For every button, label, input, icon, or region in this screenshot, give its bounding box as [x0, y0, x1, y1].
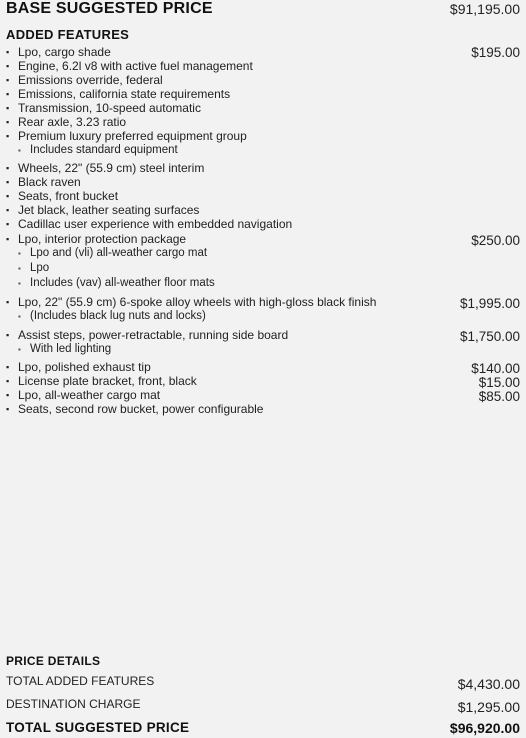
- feature-row: [6, 203, 520, 217]
- feature-label: Seats, second row bucket, power configurable: [18, 402, 264, 416]
- feature-label: Lpo, polished exhaust tip: [18, 360, 151, 374]
- bullet-icon: ▪: [6, 297, 10, 307]
- price-details-title: PRICE DETAILS: [6, 654, 101, 668]
- feature-row: [6, 328, 520, 342]
- feature-label: License plate bracket, front, black: [18, 374, 197, 388]
- bullet-icon: ▪: [6, 205, 10, 215]
- feature-row: [6, 59, 520, 73]
- bullet-icon: ▪: [6, 191, 10, 201]
- sub-bullet-icon: ▪: [18, 264, 21, 273]
- feature-sub-item: [6, 261, 520, 276]
- sub-bullet-icon: ▪: [18, 345, 21, 354]
- feature-label: Jet black, leather seating surfaces: [18, 203, 200, 217]
- feature-row: [6, 101, 520, 115]
- feature-label: Engine, 6.2l v8 with active fuel management: [18, 59, 253, 73]
- feature-sub-item: [6, 246, 520, 261]
- feature-label: Emissions, california state requirements: [18, 87, 231, 101]
- feature-row: [6, 217, 520, 231]
- bullet-icon: ▪: [6, 117, 10, 127]
- feature-label: Lpo, all-weather cargo mat: [18, 388, 161, 402]
- feature-price: $85.00: [478, 389, 520, 404]
- sub-bullet-icon: ▪: [18, 279, 21, 288]
- feature-row: [6, 360, 520, 374]
- total-added-features-value: $4,430.00: [457, 676, 520, 692]
- feature-sub-label: Lpo and (vli) all-weather cargo mat: [30, 247, 208, 259]
- bullet-icon: ▪: [6, 219, 10, 229]
- bullet-icon: ▪: [6, 131, 10, 141]
- feature-sub-item: [6, 276, 520, 291]
- feature-row: [6, 129, 520, 143]
- base-price-value: $91,195.00: [449, 1, 520, 17]
- bullet-icon: ▪: [6, 390, 10, 400]
- added-features-title: ADDED FEATURES: [6, 27, 130, 42]
- feature-price: $140.00: [471, 361, 520, 376]
- feature-label: Premium luxury preferred equipment group: [18, 129, 247, 143]
- feature-price: $15.00: [478, 375, 520, 390]
- destination-charge-label: DESTINATION CHARGE: [6, 697, 141, 711]
- feature-price: $250.00: [471, 233, 520, 248]
- feature-row: [6, 232, 520, 246]
- bullet-icon: ▪: [6, 163, 10, 173]
- price-details: [6, 654, 520, 736]
- bullet-icon: ▪: [6, 234, 10, 244]
- base-price-title: BASE SUGGESTED PRICE: [6, 0, 213, 17]
- feature-sub-item: [6, 309, 520, 324]
- total-added-features-label: TOTAL ADDED FEATURES: [6, 674, 155, 688]
- feature-label: Lpo, cargo shade: [18, 45, 111, 59]
- feature-label: Wheels, 22" (55.9 cm) steel interim: [18, 161, 205, 175]
- bullet-icon: ▪: [6, 362, 10, 372]
- feature-label: Lpo, interior protection package: [18, 232, 187, 246]
- feature-price: $1,995.00: [459, 296, 520, 311]
- bullet-icon: ▪: [6, 75, 10, 85]
- feature-label: Assist steps, power-retractable, running side board: [18, 328, 289, 342]
- bullet-icon: ▪: [6, 177, 10, 187]
- feature-row: [6, 45, 520, 59]
- feature-row: [6, 115, 520, 129]
- bullet-icon: ▪: [6, 376, 10, 386]
- feature-label: Cadillac user experience with embedded navigation: [18, 217, 293, 231]
- feature-row: [6, 295, 520, 309]
- feature-label: Emissions override, federal: [18, 73, 163, 87]
- sub-bullet-icon: ▪: [18, 249, 21, 258]
- base-price-header: [6, 0, 520, 20]
- sub-bullet-icon: ▪: [18, 312, 21, 321]
- feature-label: Lpo, 22" (55.9 cm) 6-spoke alloy wheels with high-gloss black finish: [18, 295, 377, 309]
- added-features-list: [6, 45, 520, 416]
- feature-sub-label: (Includes black lug nuts and locks): [30, 310, 206, 322]
- feature-sub-label: Lpo: [30, 262, 50, 274]
- total-suggested-price-label: TOTAL SUGGESTED PRICE: [6, 720, 190, 735]
- bullet-icon: ▪: [6, 404, 10, 414]
- feature-row: [6, 189, 520, 203]
- feature-row: [6, 374, 520, 388]
- feature-row: [6, 175, 520, 189]
- bullet-icon: ▪: [6, 61, 10, 71]
- feature-label: Transmission, 10-speed automatic: [18, 101, 201, 115]
- feature-sub-label: Includes standard equipment: [30, 144, 178, 156]
- bullet-icon: ▪: [6, 103, 10, 113]
- feature-row: [6, 402, 520, 416]
- bullet-icon: ▪: [6, 47, 10, 57]
- feature-row: [6, 73, 520, 87]
- sub-bullet-icon: ▪: [18, 146, 21, 155]
- bullet-icon: ▪: [6, 89, 10, 99]
- feature-price: $1,750.00: [459, 329, 520, 344]
- feature-sub-label: With led lighting: [30, 343, 112, 355]
- feature-row: [6, 161, 520, 175]
- feature-sub-label: Includes (vav) all-weather floor mats: [30, 277, 215, 289]
- feature-row: [6, 87, 520, 101]
- feature-price: $195.00: [471, 45, 520, 60]
- feature-label: Seats, front bucket: [18, 189, 119, 203]
- feature-label: Black raven: [18, 175, 81, 189]
- total-suggested-price-value: $96,920.00: [449, 720, 520, 736]
- feature-row: [6, 388, 520, 402]
- feature-label: Rear axle, 3.23 ratio: [18, 115, 127, 129]
- feature-sub-item: [6, 143, 520, 158]
- destination-charge-value: $1,295.00: [457, 699, 520, 715]
- bullet-icon: ▪: [6, 330, 10, 340]
- feature-sub-item: [6, 342, 520, 357]
